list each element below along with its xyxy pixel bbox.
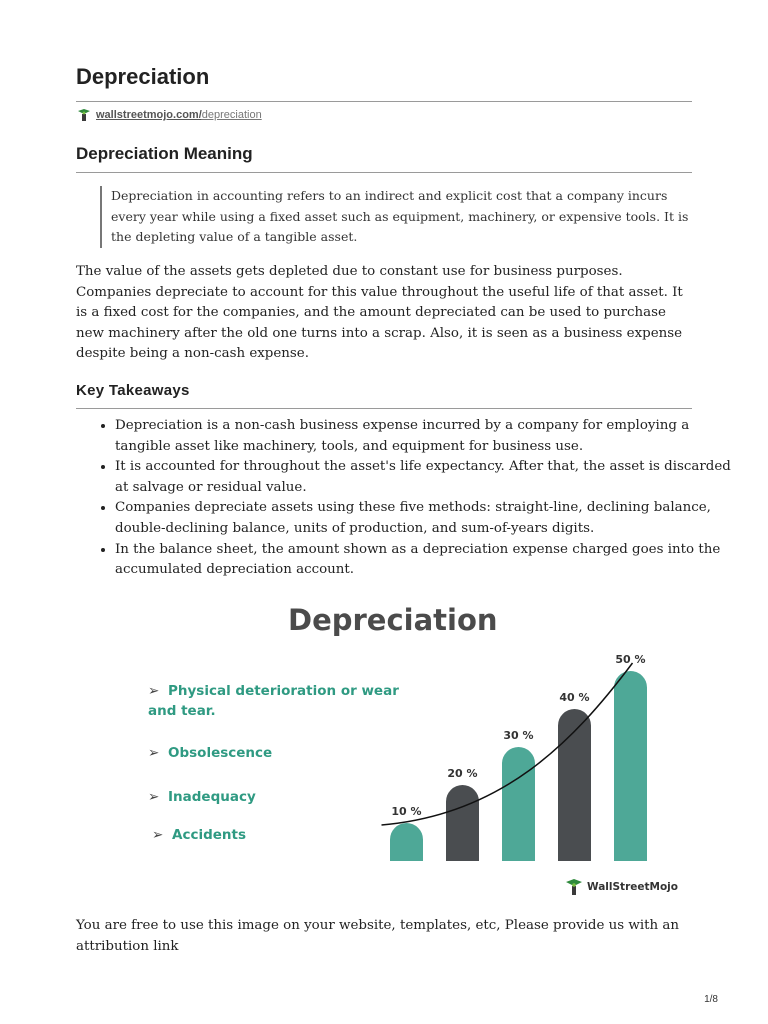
- meaning-heading: Depreciation Meaning: [76, 144, 253, 163]
- list-item: • Companies depreciate assets using these five methods: straight-line, declining balance, double-declining balance, units of production, and sum-of-years digits.: [115, 498, 735, 539]
- takeaways-divider: [76, 408, 692, 409]
- bar-5: [614, 671, 647, 861]
- list-item: • It is accounted for throughout the asset's life expectancy. After that, the asset is discarded at salvage or residual value.: [115, 457, 735, 498]
- bar-label: 40 %: [559, 691, 590, 704]
- meaning-divider: [76, 172, 692, 173]
- takeaways-heading: Key Takeaways: [76, 382, 190, 399]
- page-title: Depreciation: [76, 64, 210, 89]
- cause-label: Physical deterioration or wear and tear.: [148, 683, 399, 719]
- depreciation-infographic: [120, 595, 680, 910]
- bar-label: 20 %: [447, 767, 478, 780]
- meaning-paragraph: The value of the assets gets depleted due to constant use for business purposes. Companies depreciate to account for this value throughout the useful life of that asset. It is a fixed cost for the companies, and the amount depreciated can be used to purchase new machinery after the old one turns into a scrap. Also, it is seen as a business expense despite being a non-cash expense.: [76, 264, 683, 362]
- arrow-icon: ➢: [148, 789, 160, 805]
- source-path[interactable]: depreciation: [201, 109, 262, 121]
- cause-label: Accidents: [172, 827, 246, 843]
- source-link[interactable]: [76, 106, 262, 124]
- bar-label: 50 %: [615, 653, 646, 666]
- bar-label: 10 %: [391, 805, 422, 818]
- figure-brand: [564, 878, 678, 896]
- bar-label: 30 %: [503, 729, 534, 742]
- definition-quote: Depreciation in accounting refers to an indirect and explicit cost that a company incurs every year while using a fixed asset such as equipment, machinery, or expensive tools. It is the depleting value of a tangible asset.: [100, 186, 691, 248]
- wallstreetmojo-logo-icon: [564, 878, 584, 896]
- cause-label: Obsolescence: [168, 745, 273, 761]
- page-number: 1/8: [704, 994, 718, 1005]
- arrow-icon: ➢: [152, 827, 164, 843]
- depreciation-bar-chart: [120, 595, 680, 875]
- takeaways-list: [76, 416, 735, 581]
- bar-1: [390, 823, 423, 861]
- cause-label: Inadequacy: [168, 789, 256, 805]
- arrow-icon: ➢: [148, 745, 160, 761]
- figure-title: Depreciation: [288, 603, 498, 637]
- arrow-icon: ➢: [148, 683, 160, 699]
- brand-name: WallStreetMojo: [587, 881, 678, 893]
- list-item: • In the balance sheet, the amount shown as a depreciation expense charged goes into the accumulated depreciation account.: [115, 540, 735, 581]
- bar-3: [502, 747, 535, 861]
- source-domain[interactable]: wallstreetmojo.com/: [96, 109, 202, 121]
- wallstreetmojo-logo-icon: [76, 108, 92, 122]
- attribution-note: You are free to use this image on your website, templates, etc, Please provide us with an attribution link: [76, 918, 680, 954]
- list-item: • Depreciation is a non-cash business expense incurred by a company for employing a tangible asset like machinery, tools, and equipment for business use.: [115, 416, 735, 457]
- title-divider: [76, 101, 692, 102]
- bar-2: [446, 785, 479, 861]
